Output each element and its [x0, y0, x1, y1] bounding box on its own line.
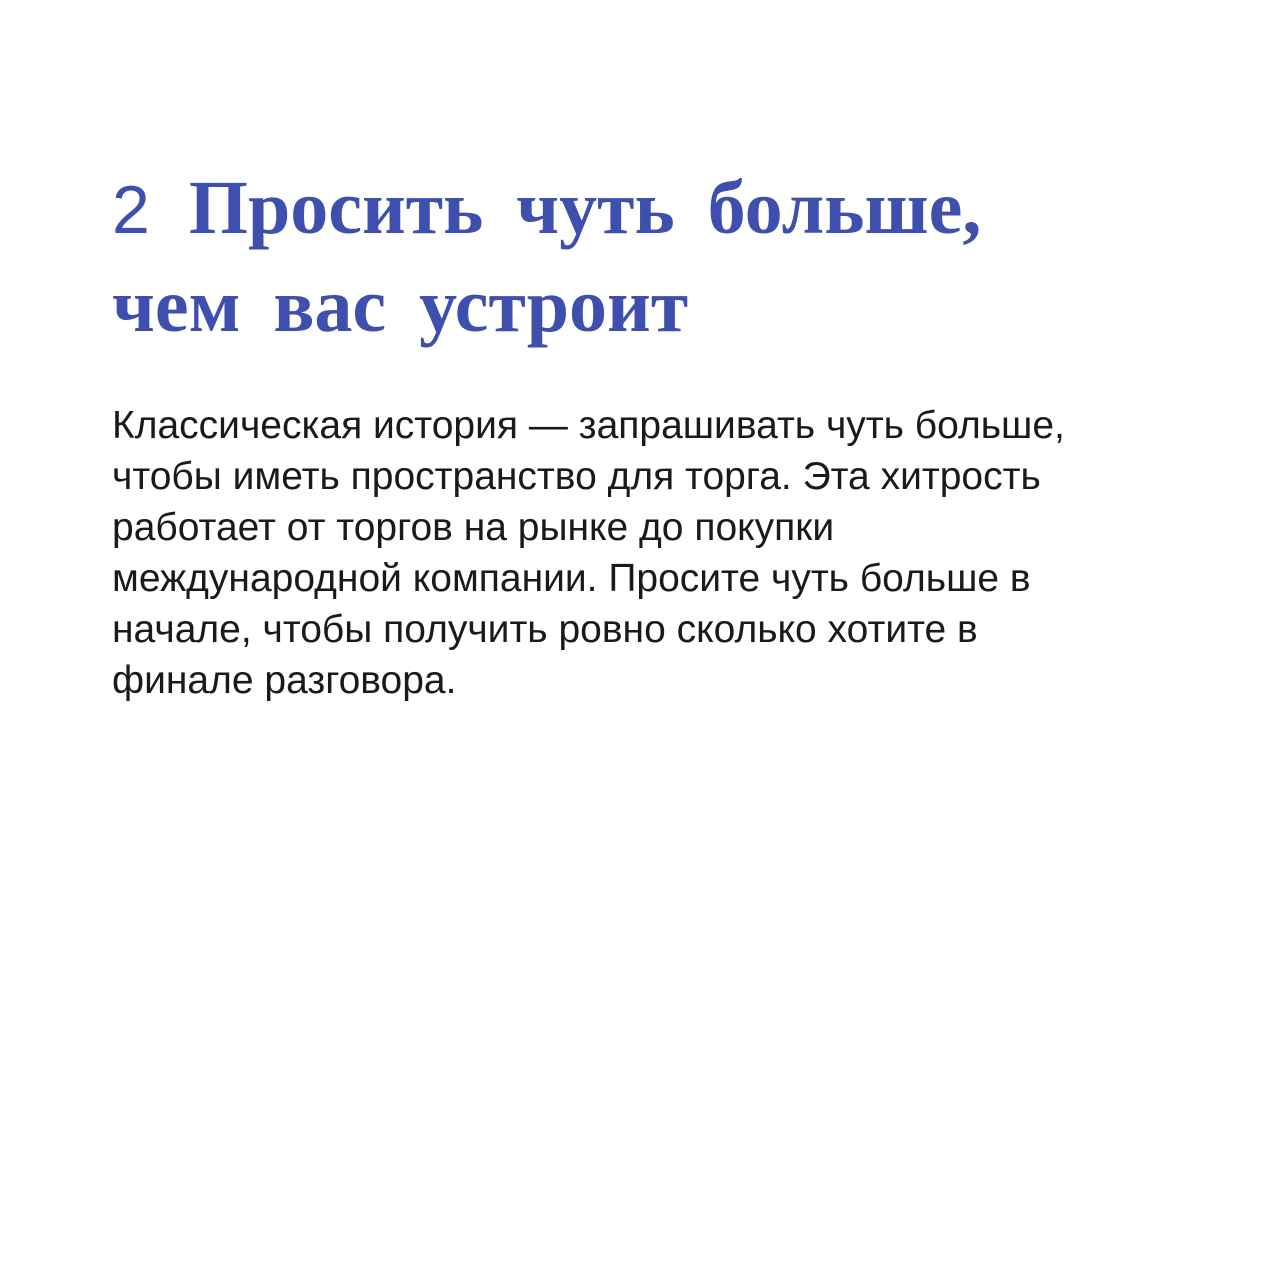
body-line: международной компании. Просите чуть больше в: [112, 557, 1031, 600]
section-number: 2: [112, 172, 150, 248]
body-line: Классическая история — запрашивать чуть больше,: [112, 404, 1065, 447]
body-paragraph: [112, 400, 1212, 706]
body-line: чтобы иметь пространство для торга. Эта хитрость: [112, 455, 1041, 498]
page-title: [112, 160, 1112, 354]
body-line: финале разговора.: [112, 659, 457, 702]
body-line: начале, чтобы получить ровно сколько хотите в: [112, 608, 978, 651]
body-line: работает от торгов на рынке до покупки: [112, 506, 835, 549]
title-line-1-text: Просить чуть больше,: [188, 166, 982, 250]
title-line-1: [112, 160, 1112, 258]
title-line-2: чем вас устроит: [112, 264, 689, 348]
